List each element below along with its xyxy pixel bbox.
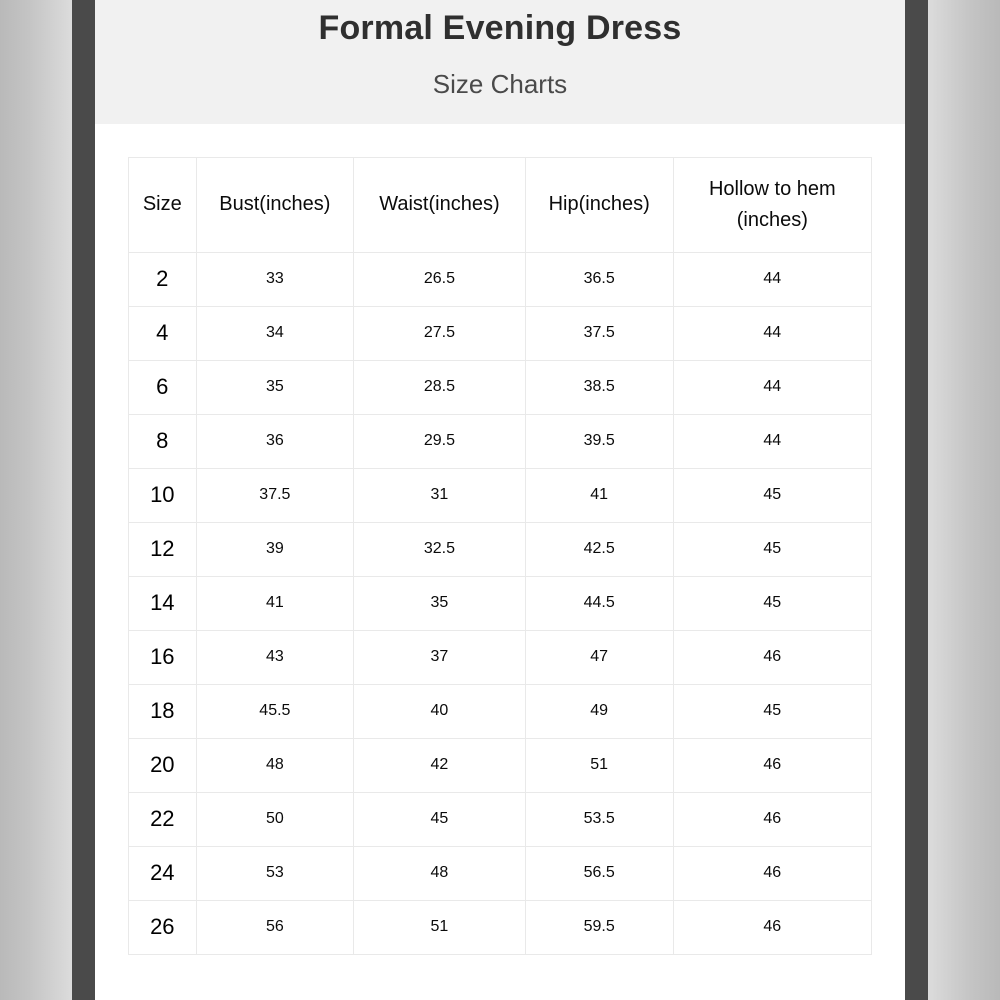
cell-hollow: 46 bbox=[673, 738, 871, 792]
cell-hip: 56.5 bbox=[525, 846, 673, 900]
cell-waist: 48 bbox=[354, 846, 526, 900]
page-title: Formal Evening Dress bbox=[318, 9, 682, 47]
table-row bbox=[129, 414, 872, 468]
cell-hip: 47 bbox=[525, 630, 673, 684]
page-subtitle: Size Charts bbox=[432, 68, 568, 99]
table-row bbox=[129, 522, 872, 576]
cell-bust: 48 bbox=[196, 738, 354, 792]
column-header-waist: Waist(inches) bbox=[354, 157, 526, 252]
cell-size: 2 bbox=[129, 252, 197, 306]
document-panel bbox=[95, 0, 905, 1000]
column-header-hollow-to-hem bbox=[673, 157, 871, 252]
cell-hip: 36.5 bbox=[525, 252, 673, 306]
cell-waist: 29.5 bbox=[354, 414, 526, 468]
cell-hip: 39.5 bbox=[525, 414, 673, 468]
cell-waist: 45 bbox=[354, 792, 526, 846]
column-header-size: Size bbox=[129, 157, 197, 252]
cell-size: 24 bbox=[129, 846, 197, 900]
page-gutter-right bbox=[928, 0, 1000, 1000]
table-header-row bbox=[129, 157, 872, 252]
cell-bust: 53 bbox=[196, 846, 354, 900]
cell-size: 4 bbox=[129, 306, 197, 360]
cell-size: 20 bbox=[129, 738, 197, 792]
cell-hollow: 46 bbox=[673, 846, 871, 900]
table-row bbox=[129, 846, 872, 900]
cell-size: 16 bbox=[129, 630, 197, 684]
cell-hip: 49 bbox=[525, 684, 673, 738]
cell-size: 6 bbox=[129, 360, 197, 414]
page-spine-right bbox=[905, 0, 928, 1000]
cell-hollow: 46 bbox=[673, 630, 871, 684]
cell-bust: 36 bbox=[196, 414, 354, 468]
cell-bust: 35 bbox=[196, 360, 354, 414]
cell-bust: 56 bbox=[196, 900, 354, 954]
table-body bbox=[129, 252, 872, 954]
cell-bust: 37.5 bbox=[196, 468, 354, 522]
cell-hip: 53.5 bbox=[525, 792, 673, 846]
cell-waist: 35 bbox=[354, 576, 526, 630]
cell-hollow: 45 bbox=[673, 684, 871, 738]
cell-hip: 59.5 bbox=[525, 900, 673, 954]
cell-waist: 40 bbox=[354, 684, 526, 738]
cell-waist: 26.5 bbox=[354, 252, 526, 306]
column-header-hollow-to-hem-line2: (inches) bbox=[736, 208, 808, 231]
cell-size: 22 bbox=[129, 792, 197, 846]
cell-hollow: 45 bbox=[673, 522, 871, 576]
cell-hip: 37.5 bbox=[525, 306, 673, 360]
cell-hollow: 45 bbox=[673, 468, 871, 522]
table-row bbox=[129, 900, 872, 954]
cell-hip: 38.5 bbox=[525, 360, 673, 414]
size-chart-container bbox=[95, 124, 905, 1000]
cell-size: 14 bbox=[129, 576, 197, 630]
cell-hip: 51 bbox=[525, 738, 673, 792]
page-spine-left bbox=[72, 0, 95, 1000]
table-row bbox=[129, 630, 872, 684]
cell-waist: 31 bbox=[354, 468, 526, 522]
size-chart-table bbox=[128, 157, 872, 955]
column-header-hip: Hip(inches) bbox=[525, 157, 673, 252]
cell-waist: 51 bbox=[354, 900, 526, 954]
cell-waist: 42 bbox=[354, 738, 526, 792]
cell-size: 18 bbox=[129, 684, 197, 738]
cell-bust: 39 bbox=[196, 522, 354, 576]
cell-hollow: 44 bbox=[673, 414, 871, 468]
cell-hip: 44.5 bbox=[525, 576, 673, 630]
table-row bbox=[129, 738, 872, 792]
title-band bbox=[95, 0, 905, 124]
page-gutter-left bbox=[0, 0, 72, 1000]
cell-bust: 33 bbox=[196, 252, 354, 306]
cell-hollow: 44 bbox=[673, 252, 871, 306]
cell-bust: 45.5 bbox=[196, 684, 354, 738]
table-row bbox=[129, 792, 872, 846]
cell-waist: 37 bbox=[354, 630, 526, 684]
cell-hollow: 44 bbox=[673, 360, 871, 414]
cell-size: 8 bbox=[129, 414, 197, 468]
cell-bust: 41 bbox=[196, 576, 354, 630]
cell-hollow: 45 bbox=[673, 576, 871, 630]
column-header-hollow-to-hem-line1: Hollow to hem bbox=[708, 177, 836, 200]
table-row bbox=[129, 360, 872, 414]
table-header bbox=[129, 157, 872, 252]
cell-size: 12 bbox=[129, 522, 197, 576]
cell-bust: 50 bbox=[196, 792, 354, 846]
cell-size: 10 bbox=[129, 468, 197, 522]
table-row bbox=[129, 468, 872, 522]
cell-hip: 42.5 bbox=[525, 522, 673, 576]
cell-waist: 32.5 bbox=[354, 522, 526, 576]
cell-hollow: 46 bbox=[673, 900, 871, 954]
cell-hip: 41 bbox=[525, 468, 673, 522]
cell-waist: 27.5 bbox=[354, 306, 526, 360]
cell-hollow: 46 bbox=[673, 792, 871, 846]
cell-waist: 28.5 bbox=[354, 360, 526, 414]
table-row bbox=[129, 306, 872, 360]
column-header-bust: Bust(inches) bbox=[196, 157, 354, 252]
cell-hollow: 44 bbox=[673, 306, 871, 360]
cell-bust: 34 bbox=[196, 306, 354, 360]
cell-bust: 43 bbox=[196, 630, 354, 684]
table-row bbox=[129, 576, 872, 630]
table-row bbox=[129, 252, 872, 306]
cell-size: 26 bbox=[129, 900, 197, 954]
table-row bbox=[129, 684, 872, 738]
